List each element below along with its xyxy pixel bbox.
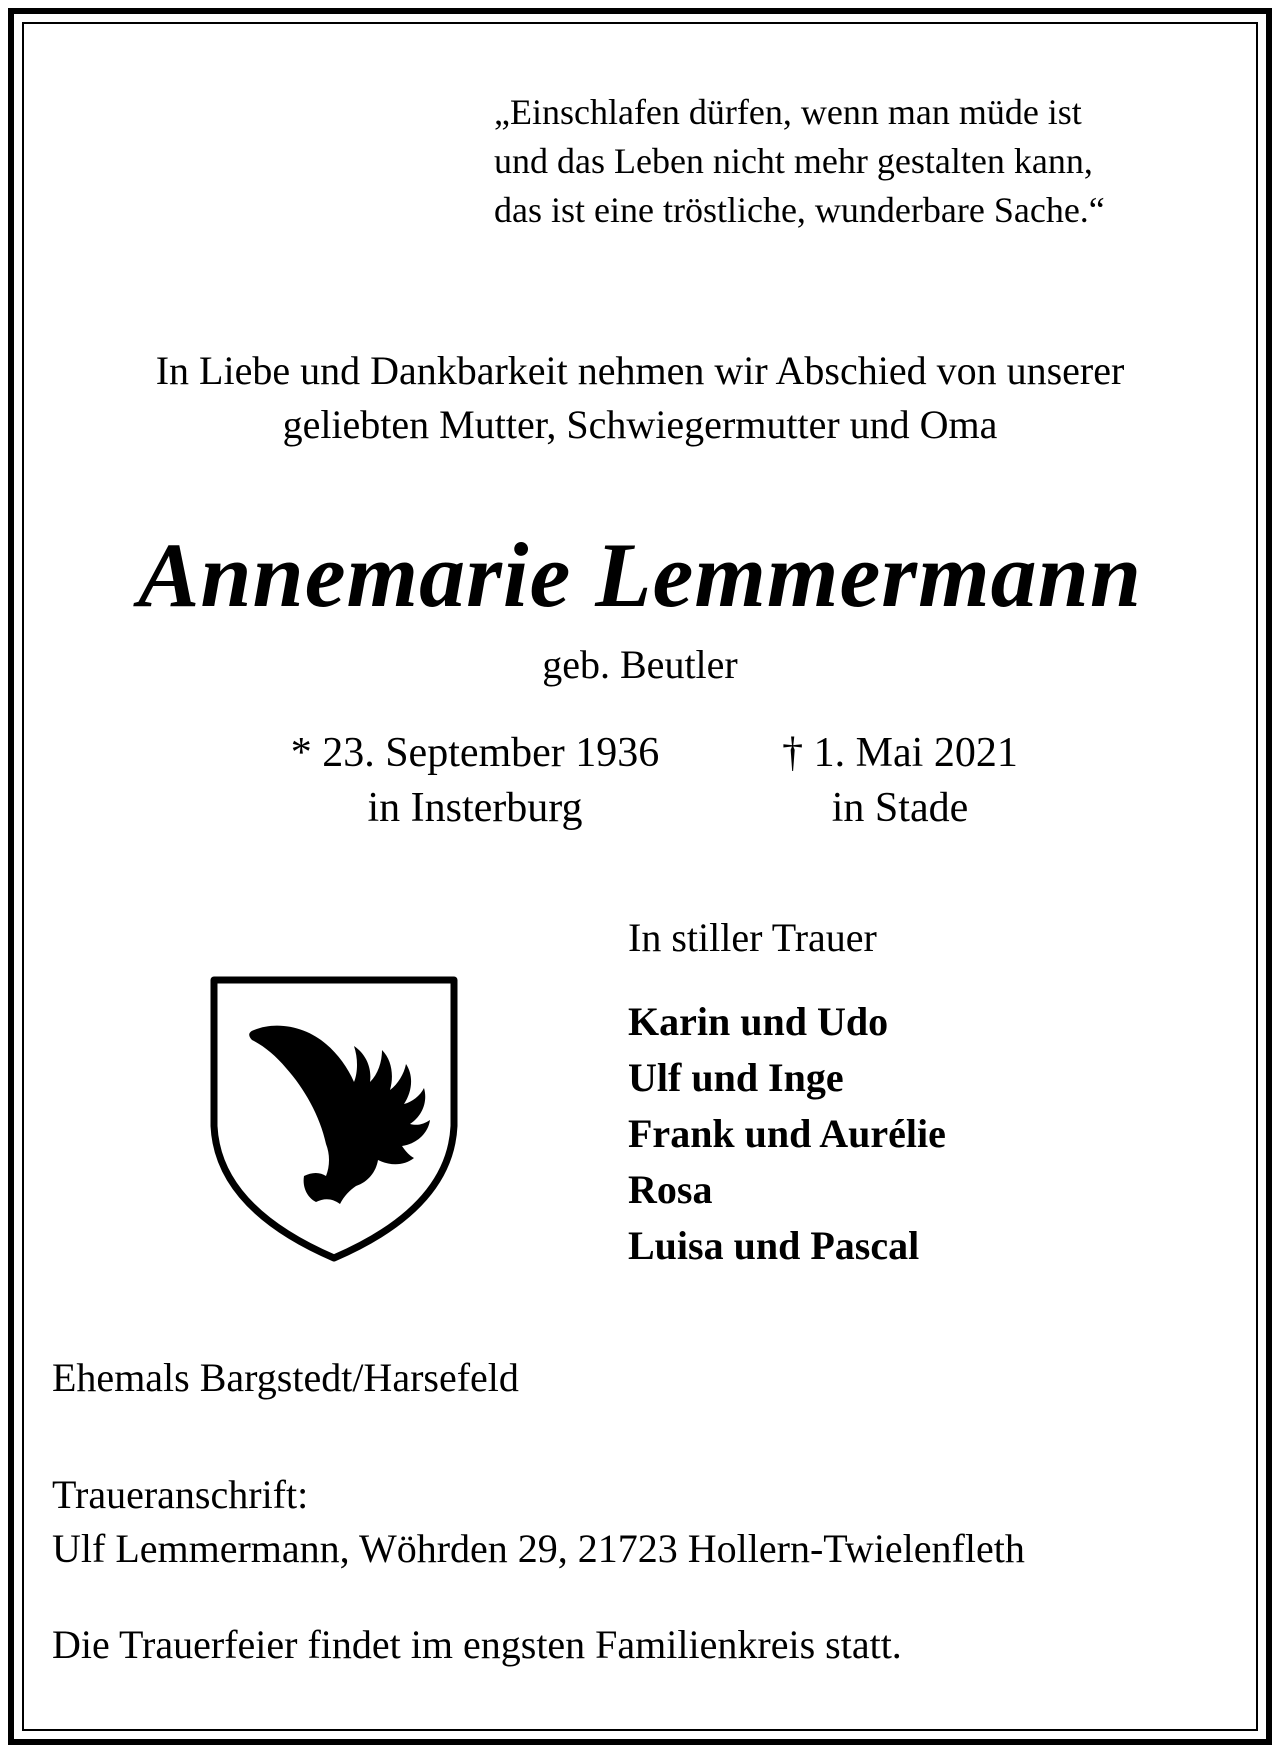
death-info (730, 726, 1070, 836)
mourner-name: Ulf und Inge (628, 1055, 844, 1100)
death-date: † 1. Mai 2021 (782, 730, 1018, 776)
former-residence: Ehemals Bargstedt/Harsefeld (52, 1355, 519, 1400)
mourner-name: Luisa und Pascal (628, 1223, 920, 1268)
death-place: in Stade (831, 785, 969, 831)
quote-text: „Einschlafen dürfen, wenn man müde ist und das Leben nicht mehr gestalten kann, das ist eine tröstliche, wunderbare Sache.“ (494, 92, 1105, 230)
birth-date: * 23. September 1936 (290, 730, 660, 776)
birth-info (260, 726, 690, 836)
mourner-name: Rosa (628, 1167, 713, 1212)
deceased-name: Annemarie Lemmermann (138, 524, 1142, 626)
mourner-name: Karin und Udo (628, 999, 889, 1044)
ceremony-note: Die Trauerfeier findet im engsten Familienkreis statt. (52, 1622, 902, 1667)
coat-of-arms-elk-antler-icon (208, 976, 460, 1262)
address-label: Traueranschrift: (52, 1472, 309, 1517)
birth-place: in Insterburg (367, 785, 583, 831)
mourners-list (628, 994, 946, 1274)
address-value: Ulf Lemmermann, Wöhrden 29, 21723 Hollern-Twielenfleth (52, 1526, 1025, 1571)
mourning-label: In stiller Trauer (628, 915, 877, 960)
maiden-name: geb. Beutler (542, 642, 738, 687)
mourner-name: Frank und Aurélie (628, 1111, 946, 1156)
intro-text: In Liebe und Dankbarkeit nehmen wir Abschied von unserer geliebten Mutter, Schwiegermutter und Oma (155, 348, 1125, 447)
